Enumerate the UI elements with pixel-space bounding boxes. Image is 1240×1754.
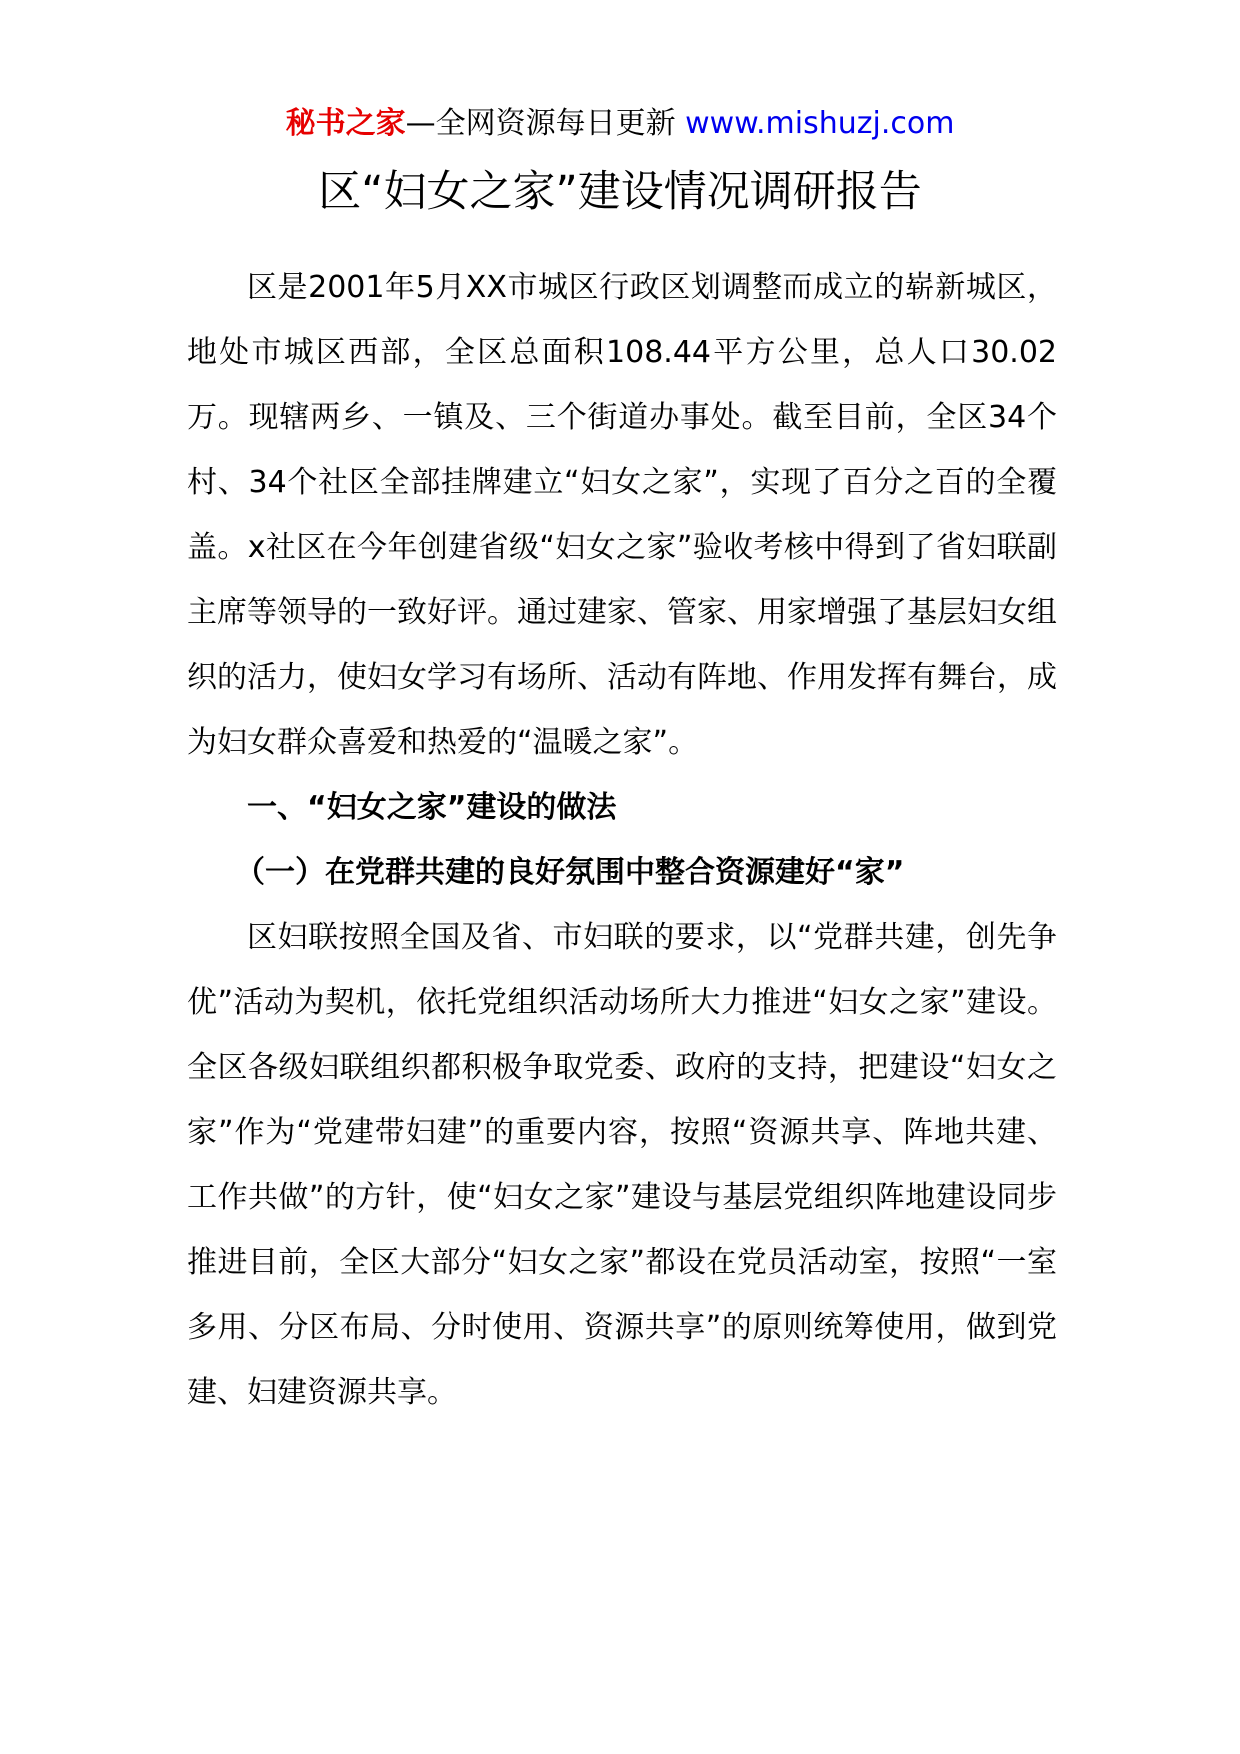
subsection-heading: （一）在党群共建的良好氛围中整合资源建好“家” <box>235 855 905 890</box>
document-body <box>187 255 1057 1425</box>
brand-name: 秘书之家 <box>285 106 406 141</box>
brand-tagline: —全网资源每日更新 <box>405 106 686 141</box>
intro-paragraph: 区是2001年5月XX市城区行政区划调整而成立的崭新城区，地处市城区西部，全区总面积108.44平方公里，总人口30.02万。现辖两乡、一镇及、三个街道办事处。截至目前，全区34个村、34个社区全部挂牌建立“妇女之家”，实现了百分之百的全覆盖。x社区在今年创建省级“妇女之家”验收考核中得到了省妇联副主席等领导的一致好评。通过建家、管家、用家增强了基层妇女组织的活力，使妇女学习有场所、活动有阵地、作用发挥有舞台，成为妇女群众喜爱和热爱的“温暖之家”。 <box>187 270 1057 760</box>
document-title: 区“妇女之家”建设情况调研报告 <box>318 167 922 217</box>
section-heading: 一、“妇女之家”建设的做法 <box>247 790 617 825</box>
site-link[interactable]: www.mishuzj.com <box>685 106 955 141</box>
body-paragraph: 区妇联按照全国及省、市妇联的要求，以“党群共建，创先争优”活动为契机，依托党组织活动场所大力推进“妇女之家”建设。全区各级妇联组织都积极争取党委、政府的支持，把建设“妇女之家”作为“党建带妇建”的重要内容，按照“资源共享、阵地共建、工作共做”的方针，使“妇女之家”建设与基层党组织阵地建设同步推进目前，全区大部分“妇女之家”都设在党员活动室，按照“一室多用、分区布局、分时使用、资源共享”的原则统筹使用，做到党建、妇建资源共享。 <box>187 920 1057 1410</box>
watermark-header <box>0 100 1240 148</box>
